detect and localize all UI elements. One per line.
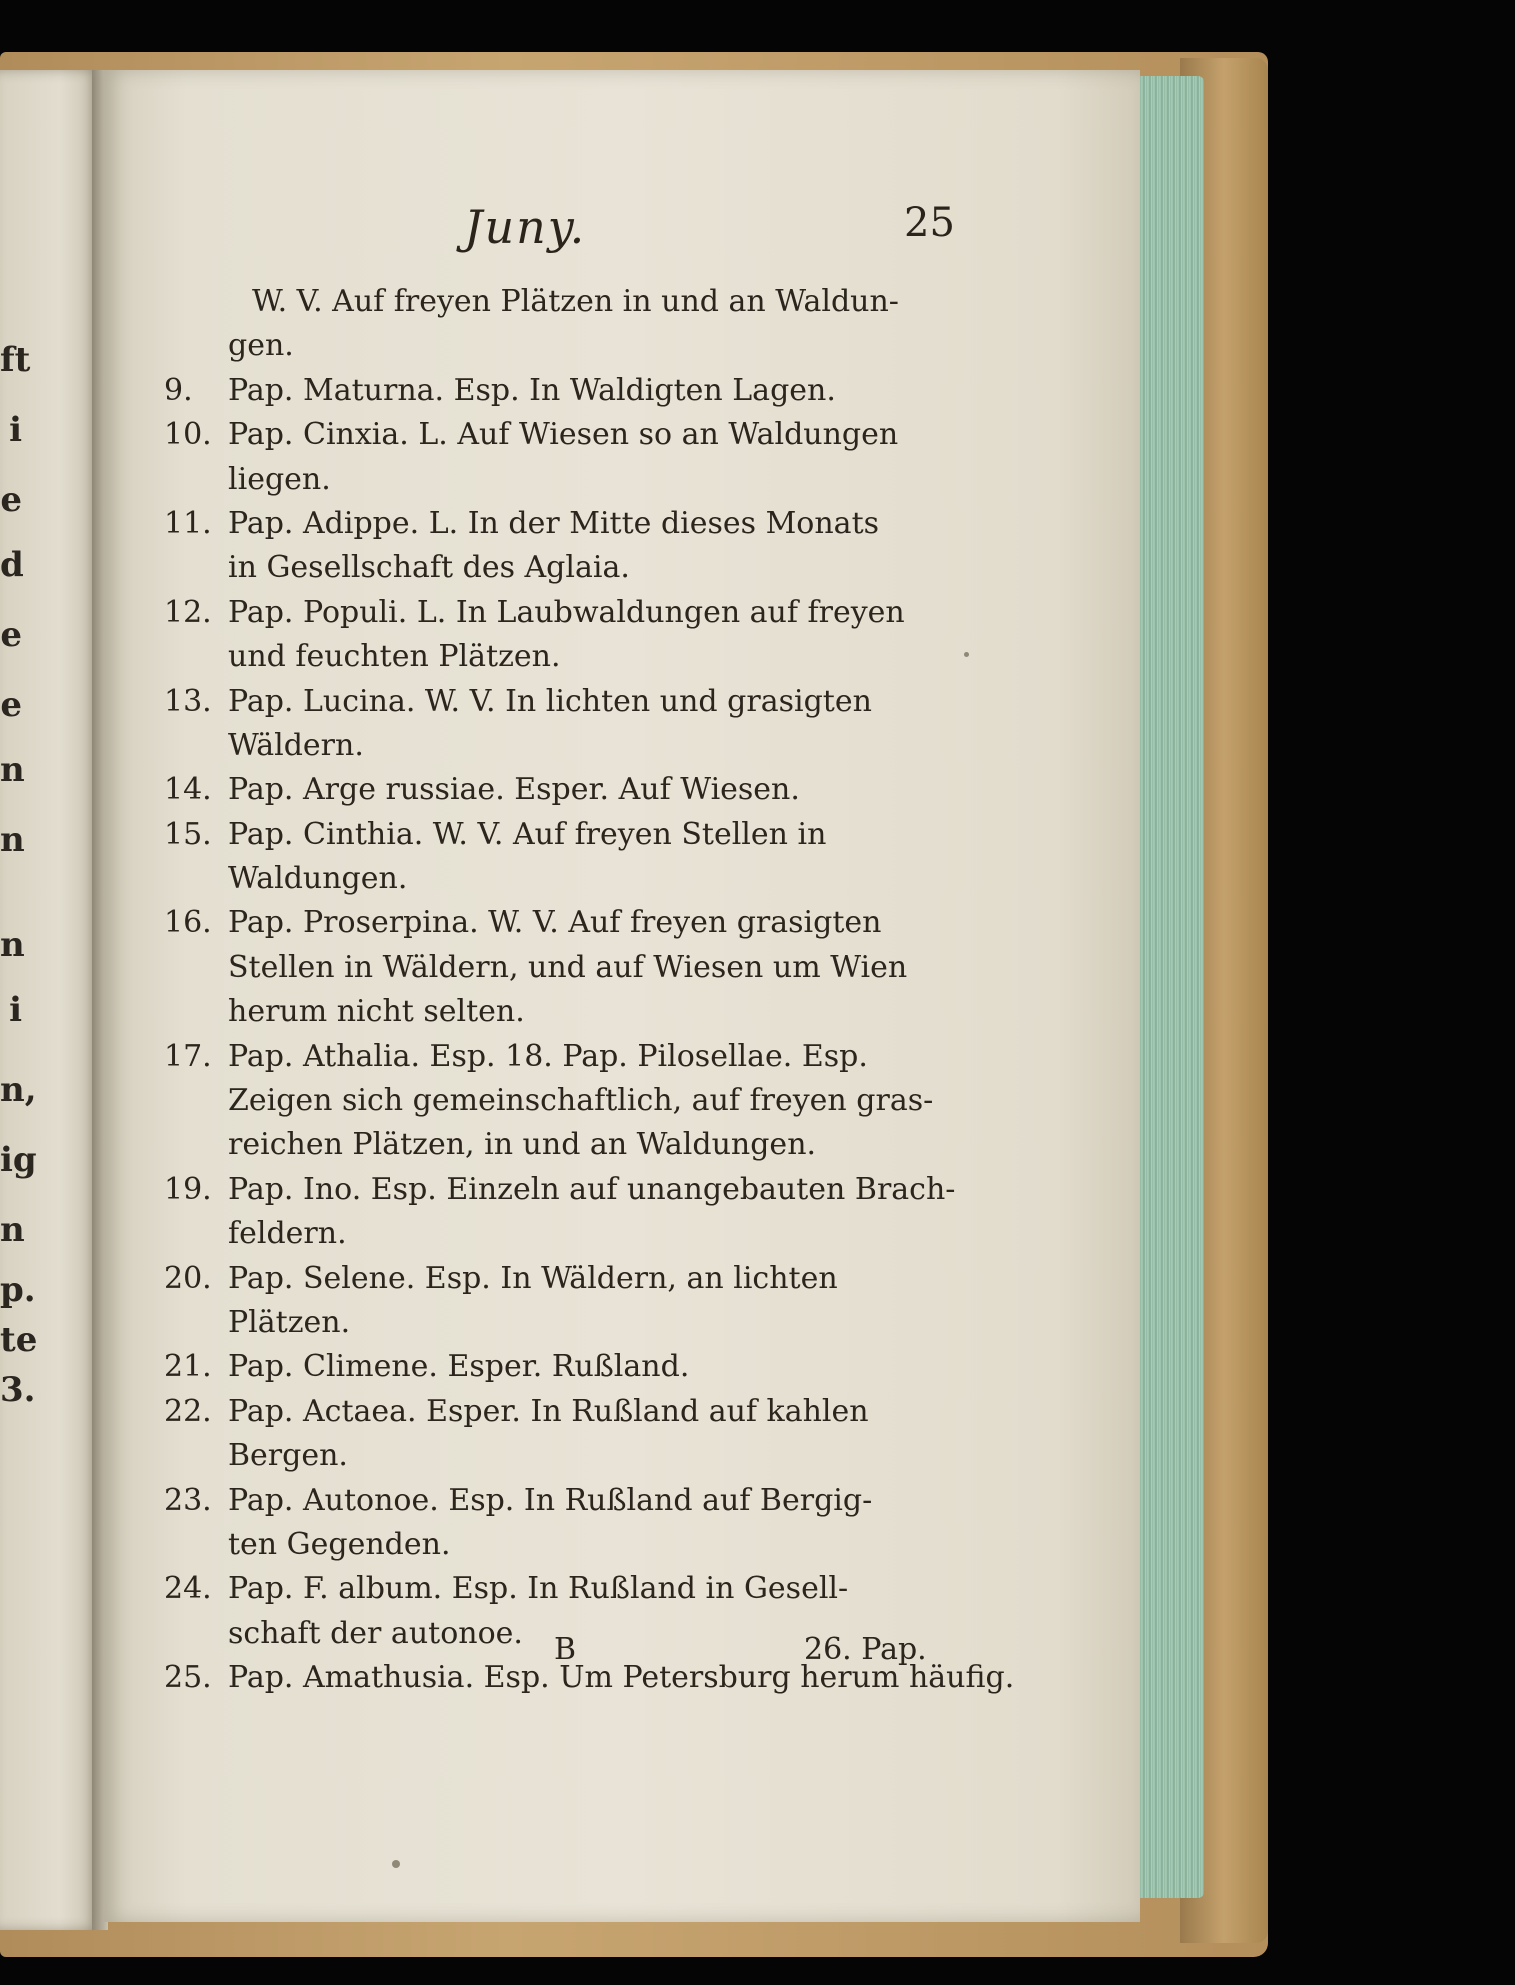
species-entry-line [164,680,1064,724]
entry-text: Pap. Cinthia. W. V. Auf freyen Stellen in [228,816,827,852]
species-entry-line [164,1345,1064,1389]
left-page-edge-text: e [0,615,22,655]
entry-number: 22. [164,1393,212,1429]
left-page-edge-text: n [0,925,25,965]
page-header [104,200,1140,260]
left-page-edge-text: e [0,685,22,725]
left-page-edge-text: i [9,410,22,450]
left-page-edge-text: te [0,1320,38,1360]
entry-text: feldern. [228,1216,347,1252]
entry-text: herum nicht selten. [228,994,525,1030]
species-entry-line [164,413,1064,457]
continuation-line [164,1079,1064,1123]
species-entry-line [164,591,1064,635]
entry-number: 24. [164,1571,212,1607]
entry-number: 12. [164,594,212,630]
species-entry-line [164,1168,1064,1212]
paper-spot [964,652,969,657]
entry-text: Pap. Cinxia. L. Auf Wiesen so an Waldungen [228,417,899,453]
left-page-edge-text: ft [0,340,31,380]
continuation-line [164,1434,1064,1478]
entry-text: Pap. Selene. Esp. In Wäldern, an lichten [228,1260,838,1296]
entry-number: 11. [164,505,212,541]
entry-text: Pap. Maturna. Esp. In Waldigten Lagen. [228,372,836,408]
entry-text: gen. [228,328,294,364]
entry-text: Pap. Athalia. Esp. 18. Pap. Pilosellae. Esp. [228,1038,868,1074]
entry-text: Pap. F. album. Esp. In Rußland in Gesell- [228,1571,849,1607]
species-entry-line [164,369,1064,413]
entry-text: Pap. Climene. Esper. Rußland. [228,1349,690,1385]
continuation-line [164,1123,1064,1167]
species-entry-line [164,901,1064,945]
continuation-line [164,1523,1064,1567]
entry-number: 14. [164,772,212,808]
entry-text: in Gesellschaft des Aglaia. [228,550,630,586]
running-head: Juny. [464,200,587,254]
entry-text: liegen. [228,461,331,497]
left-page-edge-text: p. [0,1270,36,1310]
entry-text: Stellen in Wäldern, und auf Wiesen um Wien [228,949,908,985]
left-page-edge-text: e [0,480,22,520]
entry-number: 13. [164,683,212,719]
continuation-line [164,857,1064,901]
entry-text: Waldungen. [228,861,408,897]
continuation-line [164,724,1064,768]
entry-text: reichen Plätzen, in und an Waldungen. [228,1127,817,1163]
left-page-edge-text: d [0,545,24,585]
species-entry-line [164,768,1064,812]
signature-mark: B [554,1632,577,1667]
species-entry-line [164,1567,1064,1611]
entry-text: Pap. Autonoe. Esp. In Rußland auf Bergig- [228,1482,873,1518]
entry-number: 19. [164,1171,212,1207]
page-content [104,70,1140,1922]
entry-text: Pap. Actaea. Esper. In Rußland auf kahlen [228,1393,869,1429]
species-entry-line [164,502,1064,546]
entry-number: 15. [164,816,212,852]
species-entry-line [164,1479,1064,1523]
entry-text: Wäldern. [228,727,364,763]
species-entry-line [164,1390,1064,1434]
continuation-line [164,635,1064,679]
left-page-edge-text: n [0,820,25,860]
continuation-line [164,946,1064,990]
entry-number: 16. [164,905,212,941]
entry-number: 23. [164,1482,212,1518]
entry-number: 25. [164,1660,212,1696]
left-page-edge-text: n, [0,1070,37,1110]
species-entry-line [164,1035,1064,1079]
species-list [164,280,1064,1701]
entry-text: schaft der autonoe. [228,1615,523,1651]
left-page-edge-text: n [0,750,25,790]
left-page-edge-text: n [0,1210,25,1250]
left-page-edge-text: i [9,990,22,1030]
continuation-line [164,990,1064,1034]
entry-text: Plätzen. [228,1304,351,1340]
continuation-line [164,1212,1064,1256]
paper-spot [392,1860,400,1868]
entry-text: Pap. Amathusia. Esp. Um Petersburg herum häufig. [228,1660,1015,1696]
left-page-edge-text: 3. [0,1370,36,1410]
entry-text: Pap. Populi. L. In Laubwaldungen auf freyen [228,594,905,630]
entry-text: Pap. Proserpina. W. V. Auf freyen grasigten [228,905,882,941]
entry-text: ten Gegenden. [228,1526,451,1562]
entry-text: Zeigen sich gemeinschaftlich, auf freyen gras- [228,1083,934,1119]
continuation-line [164,546,1064,590]
entry-number: 20. [164,1260,212,1296]
page-footer [104,1632,1140,1682]
entry-text: Bergen. [228,1438,348,1474]
page-edges [1140,76,1204,1898]
page-number: 25 [904,200,955,246]
continuation-line [164,1301,1064,1345]
entry-text: Pap. Lucina. W. V. In lichten und grasigten [228,683,872,719]
entry-text: Pap. Ino. Esp. Einzeln auf unangebauten Brach- [228,1171,956,1207]
entry-text: und feuchten Plätzen. [228,639,561,675]
left-page-edge-text: ig [0,1140,37,1180]
species-entry-line [164,813,1064,857]
entry-number: 10. [164,417,212,453]
entry-text: Pap. Arge russiae. Esper. Auf Wiesen. [228,772,800,808]
entry-number: 17. [164,1038,212,1074]
continuation-line [164,280,1064,324]
left-page [0,70,100,1930]
entry-number: 21. [164,1349,212,1385]
entry-text: W. V. Auf freyen Plätzen in und an Waldun- [252,284,899,319]
entry-number: 9. [164,372,193,408]
catchword: 26. Pap. [804,1632,927,1667]
continuation-line [164,458,1064,502]
species-entry-line [164,1257,1064,1301]
entry-text: Pap. Adippe. L. In der Mitte dieses Monats [228,505,880,541]
continuation-line [164,324,1064,368]
